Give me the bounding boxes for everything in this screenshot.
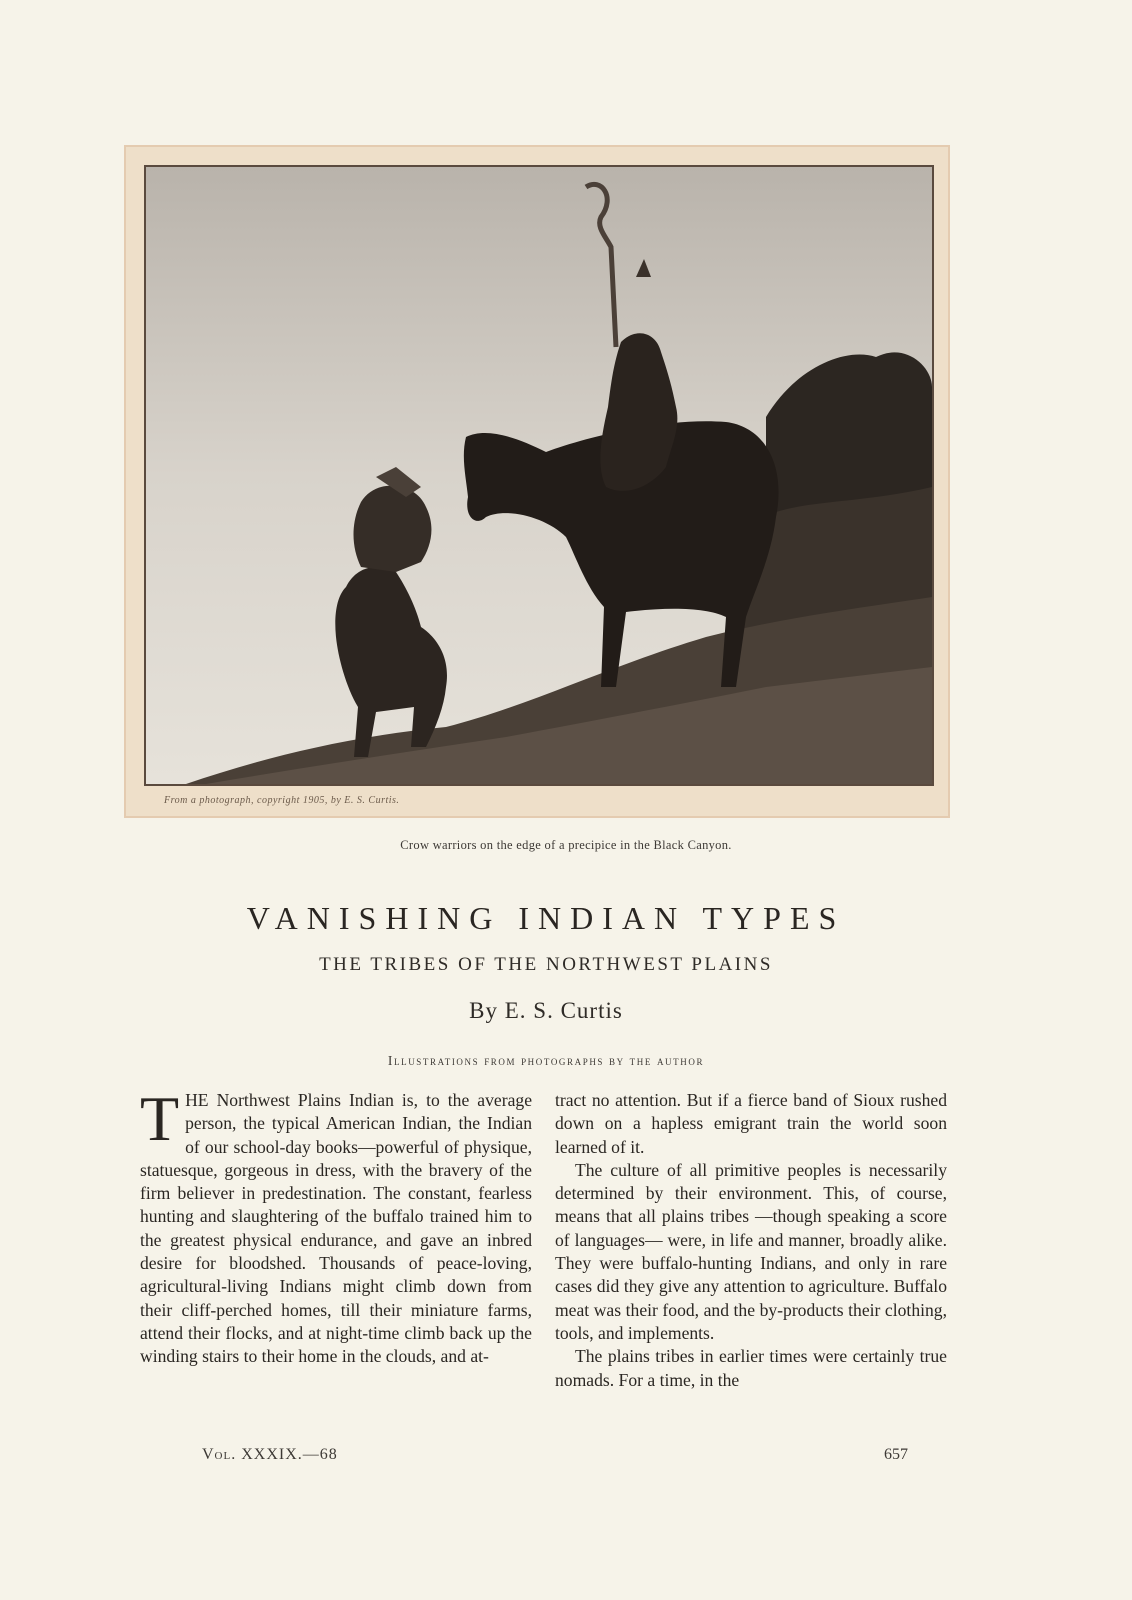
volume-footer: Vol. XXXIX.—68 xyxy=(202,1446,338,1463)
page-number: 657 xyxy=(884,1446,908,1463)
right-paragraph-1: tract no attention. But if a fierce band of Sioux rushed down on a hapless emigrant train the world soon learned of it. xyxy=(555,1090,947,1157)
photo-caption: Crow warriors on the edge of a precipice in the Black Canyon. xyxy=(400,838,732,852)
byline: By E. S. Curtis xyxy=(469,998,623,1023)
left-column-text: HE Northwest Plains Indian is, to the average person, the typical American Indian, the Indian of our school-day books—powerful of physique, statuesque, gorgeous in dress, with the bravery of the firm believer in predestination. The constant, fearless hunting and slaughtering of the buffalo trained him to the greatest physical endurance, and gave an inbred desire for bloodshed. Thousands of peace-loving, agricultural-living Indians might climb down from their cliff-perched homes, till their miniature farms, attend their flocks, and at night-time climb back up the winding stairs to their home in the clouds, and at- xyxy=(140,1090,532,1367)
left-column xyxy=(140,1083,532,1369)
right-column xyxy=(555,1089,947,1392)
illustrations-credit: Illustrations from photographs by the author xyxy=(387,1053,705,1068)
photo-plate xyxy=(124,145,950,818)
right-paragraph-2: The culture of all primitive peoples is necessarily determined by their environment. This, of course, means that all plains tribes —though speaking a score of languages— were, in life and manner, broadly alike. They were buffalo-hunting Indians, and only in rare cases did they give any attention to agriculture. Buffalo meat was their food, and the by-products their clothing, tools, and implements. xyxy=(555,1159,947,1343)
photograph-image xyxy=(146,167,932,784)
article-subtitle: THE TRIBES OF THE NORTHWEST PLAINS xyxy=(319,954,773,975)
photograph-crow-warriors xyxy=(144,165,934,786)
photo-credit: From a photograph, copyright 1905, by E. S. Curtis. xyxy=(164,795,400,806)
drop-cap: T xyxy=(140,1083,180,1154)
article-title: VANISHING INDIAN TYPES xyxy=(246,900,846,936)
opening-paragraph xyxy=(140,1083,532,1369)
right-paragraph-3: The plains tribes in earlier times were certainly true nomads. For a time, in the xyxy=(555,1346,947,1390)
